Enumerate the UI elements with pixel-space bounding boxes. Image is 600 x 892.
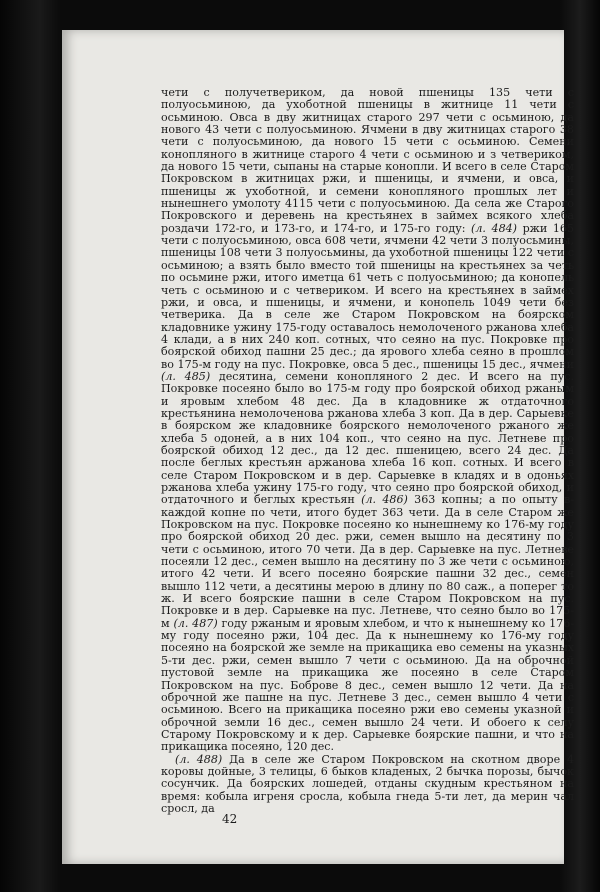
book-page [62,30,575,864]
paragraph-1: чети с получетвериком, да новой пшеницы 135 чети с полуосьминою, да ухоботной пшеницы в житнице 11 чети с осьминою. Овса в дву житницах старого 297 чети с осьминою, да нового 43 чети с полуосьминою. Ячмени в дву житницах старого 38 чети с полуосьминою, да нового 15 чети с осьминою. Семени конопляного в житнице старого 4 чети с осьминою и з четвериком, да нового 15 чети, сыпаны на старые конопли. И всего в селе Старом Покровском в житницах ржи, и пшеницы, и ячмени, и овса, и пшеницы ж ухоботной, и семени конопляного прошлых лет и нынешнего умолоту 4115 чети с полуосьминою. Да села же Старого Покровского и деревень на крестьянех в займех всякого хлеба роздачи 172-го, и 173-го, и 174-го, и 175-го году: (л. 484) ржи 165 чети с полуосьминою, овса 608 чети, ячмени 42 чети 3 полуосьмины, пшеницы 108 чети 3 полуосьмины, да ухоботной пшеницы 122 чети с осьминою; а взять было вместо той пшеницы на крестьянех за четь по осьмине ржи, итого иметца 61 четь с полуосьминою; да конопель четь с осьминою и с четвериком. И всего на крестьянех в займех ржи, и овса, и пшеницы, и ячмени, и конопель 1049 чети без четверика. Да в селе же Старом Покровском на боярском кладовнике ужину 175-году оставалось немолоченого ржанова хлеба 4 клади, а в них 240 коп. сотных, что сеяно на пус. Покровке про боярской обиход пашни 25 дес.; да ярового хлеба сеяно в прошлом во 175-м году на пус. Покровке, овса 5 дес., пшеницы 15 дес., ячмени (л. 485) десятина, семени конопляного 2 дес. И всего на пус. Покровке посеяно было во 175-м году про боярской обиход ржаным и яровым хлебом 48 дес. Да в кладовнике ж отдаточного крестьянина немолоченова ржанова хлеба 3 коп. Да в дер. Сарыевке в боярском же кладовнике боярского немолоченого ржаного же хлеба 5 одоней, а в них 104 коп., что сеяно на пус. Летневе про боярской обиход 12 дес., да 12 дес. пшеницею, всего 24 дес. Да после беглых крестьян аржанова хлеба 16 коп. сотных. И всего в селе Старом Покровском и в дер. Сарыевке в кладях и в одоньях ржанова хлеба ужину 175-го году, что сеяно про боярской обиход, и отдаточного и беглых крестьян (л. 486) 363 копны; а по опыту в-каждой копне по чети, итого будет 363 чети. Да в селе Старом же Покровском на пус. Покровке посеяно ко нынешнему ко 176-му году про боярской обиход 20 дес. ржи, семен вышло на десятину по 3 чети с осьминою, итого 70 чети. Да в дер. Сарыевке на пус. Летневе посеяли 12 дес., семен вышло на десятину по 3 же чети с осьминою, итого 42 чети. И всего посеяно боярские пашни 32 дес., семен вышло 112 чети, а десятины мерою в длину по 80 саж., а поперег то ж. И всего боярские пашни в селе Старом Покровском на пус. Покровке и в дер. Сарыевке на пус. Летневе, что сеяно было во 175-м (л. 487) году ржаным и яровым хлебом, и что к нынешнему ко 176-му году посеяно ржи, 104 дес. Да к нынешнему ко 176-му году посеяно на боярской же земле на прикащика ево семены на указных 5-ти дес. ржи, семен вышло 7 чети с осьминою. Да на оброчной пустовой земле на прикащика же посеяно в селе Старом Покровском на пус. Боброве 8 дес., семен вышло 12 чети. Да на оброчной же пашне на пус. Летневе 3 дес., семен вышло 4 чети с осьминою. Всего на прикащика посеяно ржи ево семены указной и оброчной земли 16 дес., семен вышло 24 чети. И обоего к селу Старому Покровскому и к дер. Сарыевке боярские пашни, и что на прикащика посеяно, 120 дес. [161,86,575,754]
page-text [161,87,574,815]
page-number: 42 [222,812,238,826]
paragraph-2: (л. 488) Да в селе же Старом Покровском на скотном дворе 4 коровы дойные, 3 телицы, 6 быков кладеных, 2 бычка порозы, бычок сосунчик. Да боярских лошедей, отданы скудным крестьяном на время: кобыла игреня сросла, кобыла гнеда 5-ти лет, да мерин чал сросл, да [161,752,575,815]
